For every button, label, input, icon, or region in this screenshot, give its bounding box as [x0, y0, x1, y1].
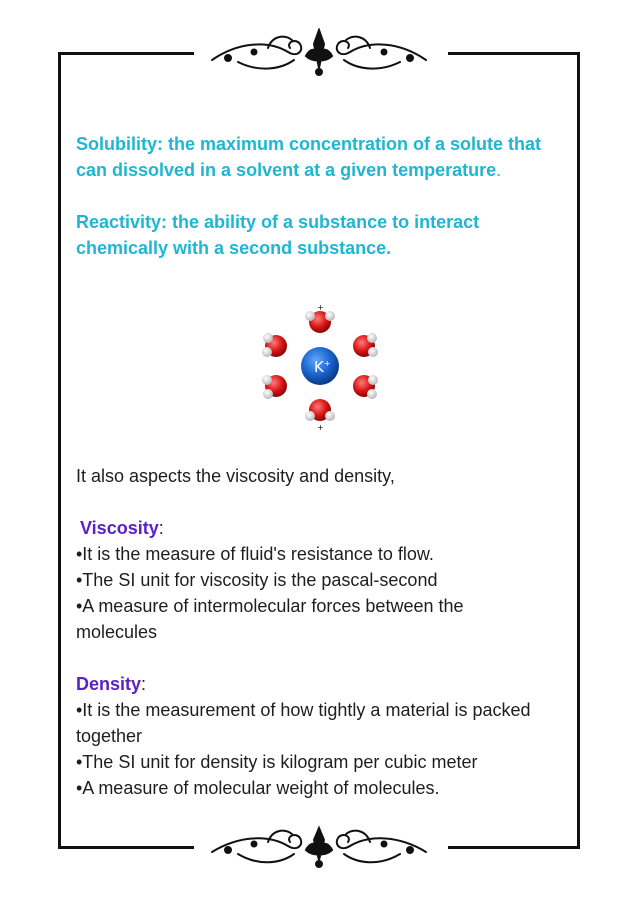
water-molecule-bottom: [305, 399, 335, 432]
reactivity-text: Reactivity: the ability of a substance to interact chemically with a second substance.: [76, 212, 480, 258]
viscosity-heading: [76, 515, 566, 541]
frame-top-left: [58, 52, 194, 55]
water-molecule-upper-right: [353, 333, 378, 357]
potassium-ion-label: K+: [314, 358, 331, 376]
definitions-section: [76, 131, 566, 261]
svg-text:+: +: [317, 423, 324, 432]
density-colon: :: [141, 674, 147, 694]
viscosity-section: [76, 515, 566, 645]
density-title: Density: [76, 674, 142, 694]
solubility-text: Solubility: the maximum concentration of a solute that can dissolved in a solvent at a given temperature: [76, 134, 542, 180]
frame-right: [577, 52, 580, 849]
density-point: •The SI unit for density is kilogram per cubic meter: [76, 752, 478, 772]
top-flourish-ornament: [208, 28, 430, 76]
frame-left: [58, 52, 61, 849]
density-point: •A measure of molecular weight of molecules.: [76, 778, 440, 798]
frame-bottom-right: [448, 846, 580, 849]
viscosity-point: •It is the measure of fluid's resistance to flow.: [76, 544, 434, 564]
bottom-flourish-ornament: [208, 824, 430, 872]
reactivity-definition: [76, 209, 566, 261]
water-molecule-lower-left: [262, 375, 287, 399]
frame-top-right: [448, 52, 580, 55]
density-section: [76, 671, 566, 801]
potassium-hydration-figure: [258, 300, 382, 432]
solubility-period: .: [496, 160, 502, 180]
water-molecule-lower-right: [353, 375, 378, 399]
svg-text:+: +: [317, 303, 324, 312]
viscosity-colon: :: [158, 518, 164, 538]
density-heading: [76, 671, 566, 697]
frame-bottom-left: [58, 846, 194, 849]
solubility-definition: [76, 131, 566, 183]
properties-section: [76, 463, 566, 801]
viscosity-title: Viscosity: [80, 518, 159, 538]
water-molecule-top: [305, 303, 335, 333]
viscosity-point: •A measure of intermolecular forces between the molecules: [76, 596, 464, 642]
intro-text: It also aspects the viscosity and density,: [76, 466, 395, 486]
water-molecule-upper-left: [262, 333, 287, 357]
density-point: •It is the measurement of how tightly a material is packed together: [76, 700, 531, 746]
viscosity-point: •The SI unit for viscosity is the pascal-second: [76, 570, 438, 590]
